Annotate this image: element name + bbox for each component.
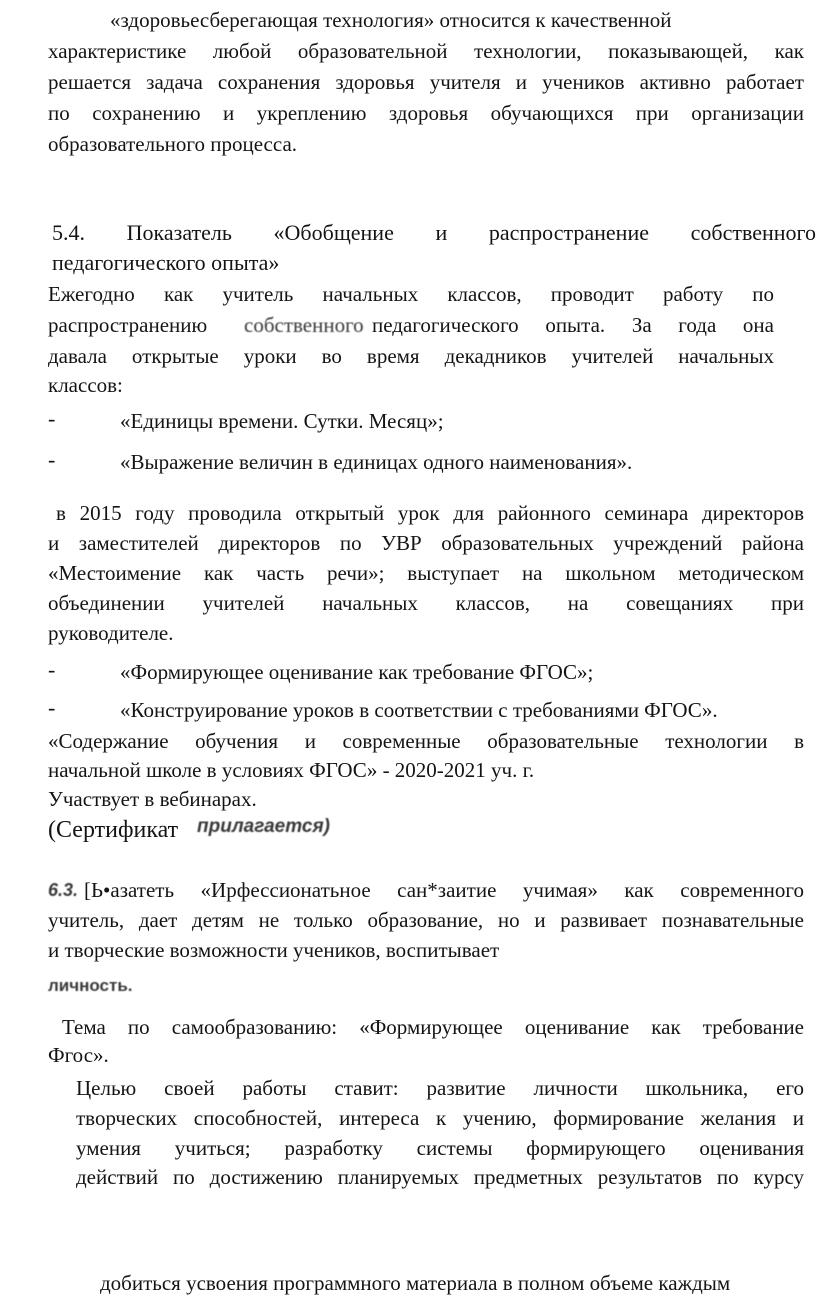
heading-6-3-line-1: [Ь•азатеть «Ирфессионатьное сан*заитие учимая» как современного (84, 878, 804, 902)
p2-line-4: классов: (48, 373, 123, 397)
p3-line-3: «Местоимение как часть речи»; выступает на школьном методическом (48, 561, 804, 585)
heading-5-4-line-1: 5.4. Показатель «Обобщение и распространение собственного (52, 220, 816, 245)
bullet-dash: - (48, 406, 56, 431)
p2-line-1: Ежегодно как учитель начальных классов, проводит работу по (48, 282, 774, 306)
heading-6-3-line-2: учитель, дает детям не только образование, но и развивает познавательные (48, 908, 804, 932)
p4-line-1: «Содержание обучения и современные образовательные технологии в (48, 729, 804, 753)
certificate-attached-note: прилагается) (197, 816, 330, 837)
goal-line-3: умения учиться; разработку системы формирующего оценивания (76, 1136, 804, 1160)
goal-line-4: действий по достижению планируемых предметных результатов по курсу (76, 1165, 804, 1189)
p3-line-5: руководителе. (48, 621, 174, 645)
bullet-dash: - (48, 657, 56, 682)
p1-line-2: характеристике любой образовательной технологии, показывающей, как (48, 39, 804, 63)
p3-line-1: в 2015 году проводила открытый урок для районного семинара директоров (56, 501, 804, 525)
p3-line-2: и заместителей директоров по УВР образовательных учреждений района (48, 531, 804, 555)
p1-line-4: по сохранению и укреплению здоровья обучающихся при организации (48, 101, 804, 125)
heading-6-3-number: 6.3. (48, 880, 79, 900)
p1-line-1: «здоровьесберегающая технология» относится к качественной (110, 8, 672, 32)
goal-line-1: Целью своей работы ставит: развитие личности школьника, его (76, 1076, 804, 1100)
p4-line-3: Участвует в вебинарах. (48, 787, 257, 811)
theme-line-2: Фгос». (48, 1043, 109, 1067)
bullet-item: «Конструирование уроков в соответствии с требованиями ФГОС». (120, 698, 718, 722)
p2-line-3: давала открытые уроки во время декадников учителей начальных (48, 344, 774, 368)
bullet-item: «Формирующее оценивание как требование ФГОС»; (120, 660, 594, 684)
bullet-dash: - (48, 695, 56, 720)
p2-line-2-blurred: собственного (244, 313, 364, 337)
goal-line-2: творческих способностей, интереса к учению, формирование желания и (76, 1106, 804, 1130)
p4-line-2: начальной школе в условиях ФГОС» - 2020-2021 уч. г. (48, 758, 535, 782)
bullet-item: «Единицы времени. Сутки. Месяц»; (120, 409, 444, 433)
certificate-label: (Сертификат (48, 817, 179, 843)
bullet-dash: - (48, 447, 56, 472)
p2-line-2a: распространению (48, 313, 208, 337)
p1-line-3: решается задача сохранения здоровья учителя и учеников активно работает (48, 70, 804, 94)
heading-6-3-line-3: и творческие возможности учеников, воспитывает (48, 938, 500, 962)
theme-line-1: Тема по самообразованию: «Формирующее оценивание как требование (62, 1015, 804, 1039)
heading-5-4-line-2: педагогического опыта» (52, 250, 280, 275)
p3-line-4: объединении учителей начальных классов, на совещаниях при (48, 591, 804, 615)
p2-line-2b: педагогического опыта. За года она (372, 313, 774, 337)
heading-6-3-line-4: личность. (48, 976, 133, 995)
bullet-item: «Выражение величин в единицах одного наименования». (120, 450, 633, 474)
last-line: добиться усвоения программного материала в полном объеме каждым (100, 1271, 731, 1295)
p1-line-5: образовательного процесса. (48, 132, 298, 156)
